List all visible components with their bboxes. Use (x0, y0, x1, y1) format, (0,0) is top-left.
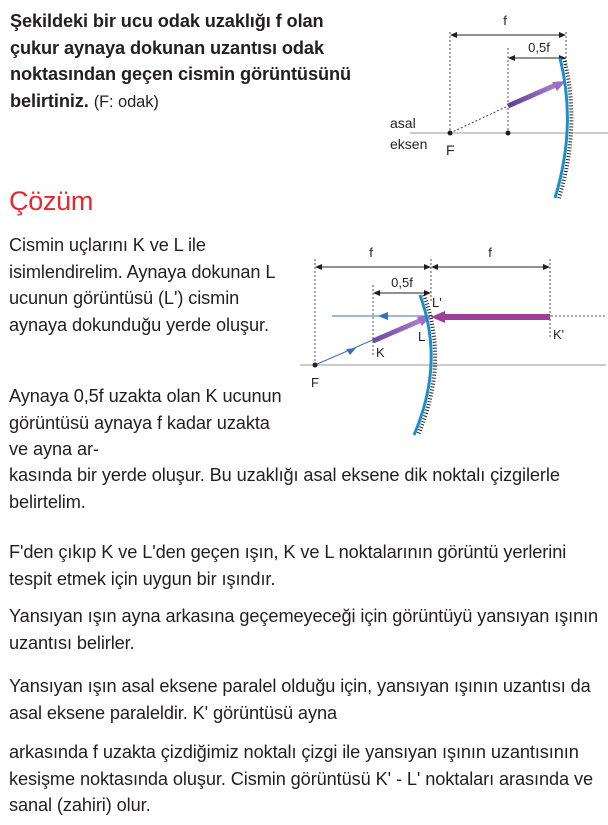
paragraph-6: Yansıyan ışın asal eksene paralel olduğu için, yansıyan ışının uzantısı da asal eksene paraleldir. K' görüntüsü ayna (9, 676, 591, 723)
figure-2 (300, 245, 606, 440)
paragraph-2: Aynaya 0,5f uzakta olan K ucunun görüntüsü aynaya f kadar uzakta ve ayna ar- (9, 386, 282, 459)
paragraph-1: Cismin uçlarını K ve L ile isimlendirelim. Aynaya dokunan L ucunun görüntüsü (L') cismin aynaya dokunduğu yerde oluşur. (9, 235, 275, 335)
axis-label-eksen: eksen (390, 136, 428, 152)
f-left-label: f (369, 245, 373, 260)
reflected-ray-arrow (378, 312, 388, 320)
object-rod (508, 84, 558, 106)
focus-point (448, 131, 453, 136)
concave-mirror (555, 58, 567, 198)
question-text: Şekildeki bir ucu odak uzaklığı f olan çukur aynaya dokunan uzantısı odak noktasından geçen cismin görüntüsünü belirtiniz. (10, 11, 351, 111)
axis-label-asal: asal (390, 115, 416, 131)
half-f-label-2: 0,5f (391, 275, 413, 290)
paragraph-4: F'den çıkıp K ve L'den geçen ışın, K ve L noktalarının görüntü yerlerini tespit etmek için uygun bir ışındır. (9, 542, 567, 589)
half-f-label: 0,5f (528, 40, 550, 55)
dotted-extension (450, 106, 508, 133)
K-image-label: K' (553, 327, 565, 342)
f-label: f (503, 13, 507, 28)
focus-label-2: F (311, 375, 319, 390)
K-label: K (376, 345, 385, 360)
f-right-label: f (488, 245, 492, 260)
paragraph-7: arkasında f uzakta çizdiğimiz noktalı çizgi ile yansıyan ışının uzantısının kesişme noktasında oluşur. Cismin görüntüsü K' - L' noktaları arasında ve sanal (zahiri) olur. (9, 742, 593, 815)
focus-label: F (446, 142, 455, 158)
L-label: L (418, 329, 426, 344)
paragraph-5: Yansıyan ışın ayna arkasına geçemeyeceği için görüntüyü yansıyan ışının uzantısı belirler. (9, 606, 599, 653)
paragraph-3: kasında bir yerde oluşur. Bu uzaklığı asal eksene dik noktalı çizgilerle belirtelim. (9, 465, 560, 512)
L-image-label: L' (432, 295, 442, 310)
object-rod-2 (373, 319, 424, 341)
half-f-point (506, 131, 511, 136)
question-note: (F: odak) (93, 92, 159, 111)
focus-point-2 (313, 363, 318, 368)
question (10, 8, 372, 115)
incident-ray-arrow (346, 348, 356, 355)
solution-heading: Çözüm (9, 186, 94, 216)
figure-1 (380, 8, 608, 198)
